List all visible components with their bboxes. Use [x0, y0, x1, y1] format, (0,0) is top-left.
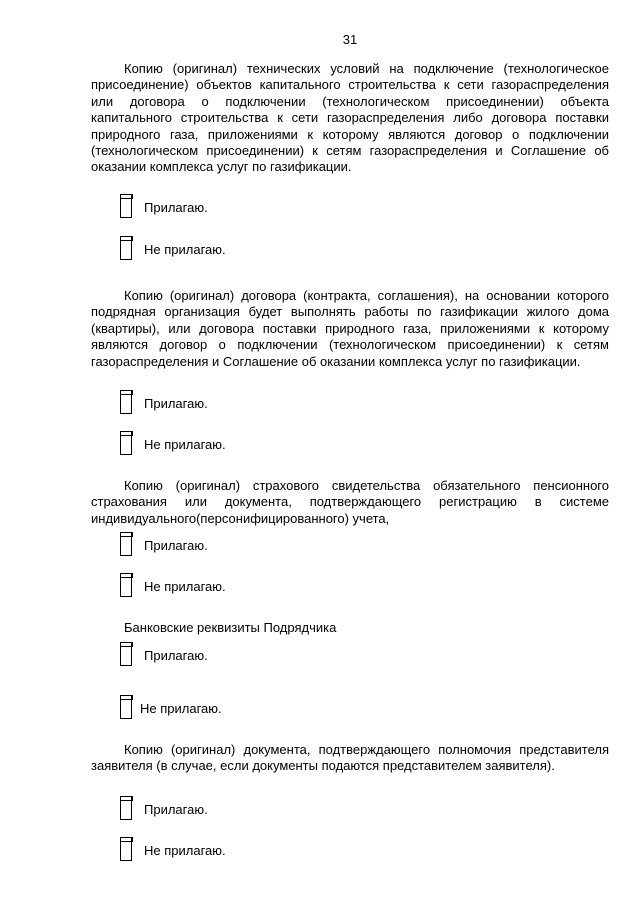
checkbox[interactable] — [120, 390, 132, 414]
paragraph-contract: Копию (оригинал) договора (контракта, соглашения), на основании которого подрядная организация будет выполнять работы по газификации жилого дома (квартиры), или договора поставки природного газа, приложениями к которому являются договор о подключении (технологическом присоединении) к сетям газораспределения и Соглашение об оказании комплекса услуг по газификации. — [91, 288, 609, 369]
option-label: Не прилагаю. — [144, 437, 226, 452]
option-label: Прилагаю. — [144, 802, 208, 817]
option-label: Прилагаю. — [144, 396, 208, 411]
checkbox[interactable] — [120, 236, 132, 260]
option-label: Не прилагаю. — [144, 579, 226, 594]
bank-details-label: Банковские реквизиты Подрядчика — [124, 620, 337, 635]
option-label: Не прилагаю. — [144, 843, 226, 858]
option-label: Не прилагаю. — [140, 701, 222, 716]
option-label: Прилагаю. — [144, 200, 208, 215]
paragraph-pension-certificate: Копию (оригинал) страхового свидетельства обязательного пенсионного страхования или документа, подтверждающего регистрацию в системе индивидуального(персонифицированного) учета, — [91, 478, 609, 526]
checkbox[interactable] — [120, 796, 132, 820]
option-label: Прилагаю. — [144, 648, 208, 663]
page-number: 31 — [342, 32, 358, 47]
paragraph-representative-authority: Копию (оригинал) документа, подтверждающего полномочия представителя заявителя (в случае, если документы подаются представителем заявителя). — [91, 742, 609, 774]
checkbox[interactable] — [120, 532, 132, 556]
checkbox[interactable] — [120, 642, 132, 666]
checkbox[interactable] — [120, 573, 132, 597]
checkbox[interactable] — [120, 194, 132, 218]
paragraph-technical-conditions: Копию (оригинал) технических условий на подключение (технологическое присоединение) объектов капитального строительства к сети газораспределения или договора о подключении (технологическом присоединении) объекта капитального строительства к сети газораспределения либо договора поставки природного газа, приложениями к которому являются договор о подключении (технологическом присоединении) к сетям газораспределения и Соглашение об оказании комплекса услуг по газификации. — [91, 61, 609, 175]
option-label: Не прилагаю. — [144, 242, 226, 257]
checkbox[interactable] — [120, 837, 132, 861]
checkbox[interactable] — [120, 431, 132, 455]
checkbox[interactable] — [120, 695, 132, 719]
option-label: Прилагаю. — [144, 538, 208, 553]
